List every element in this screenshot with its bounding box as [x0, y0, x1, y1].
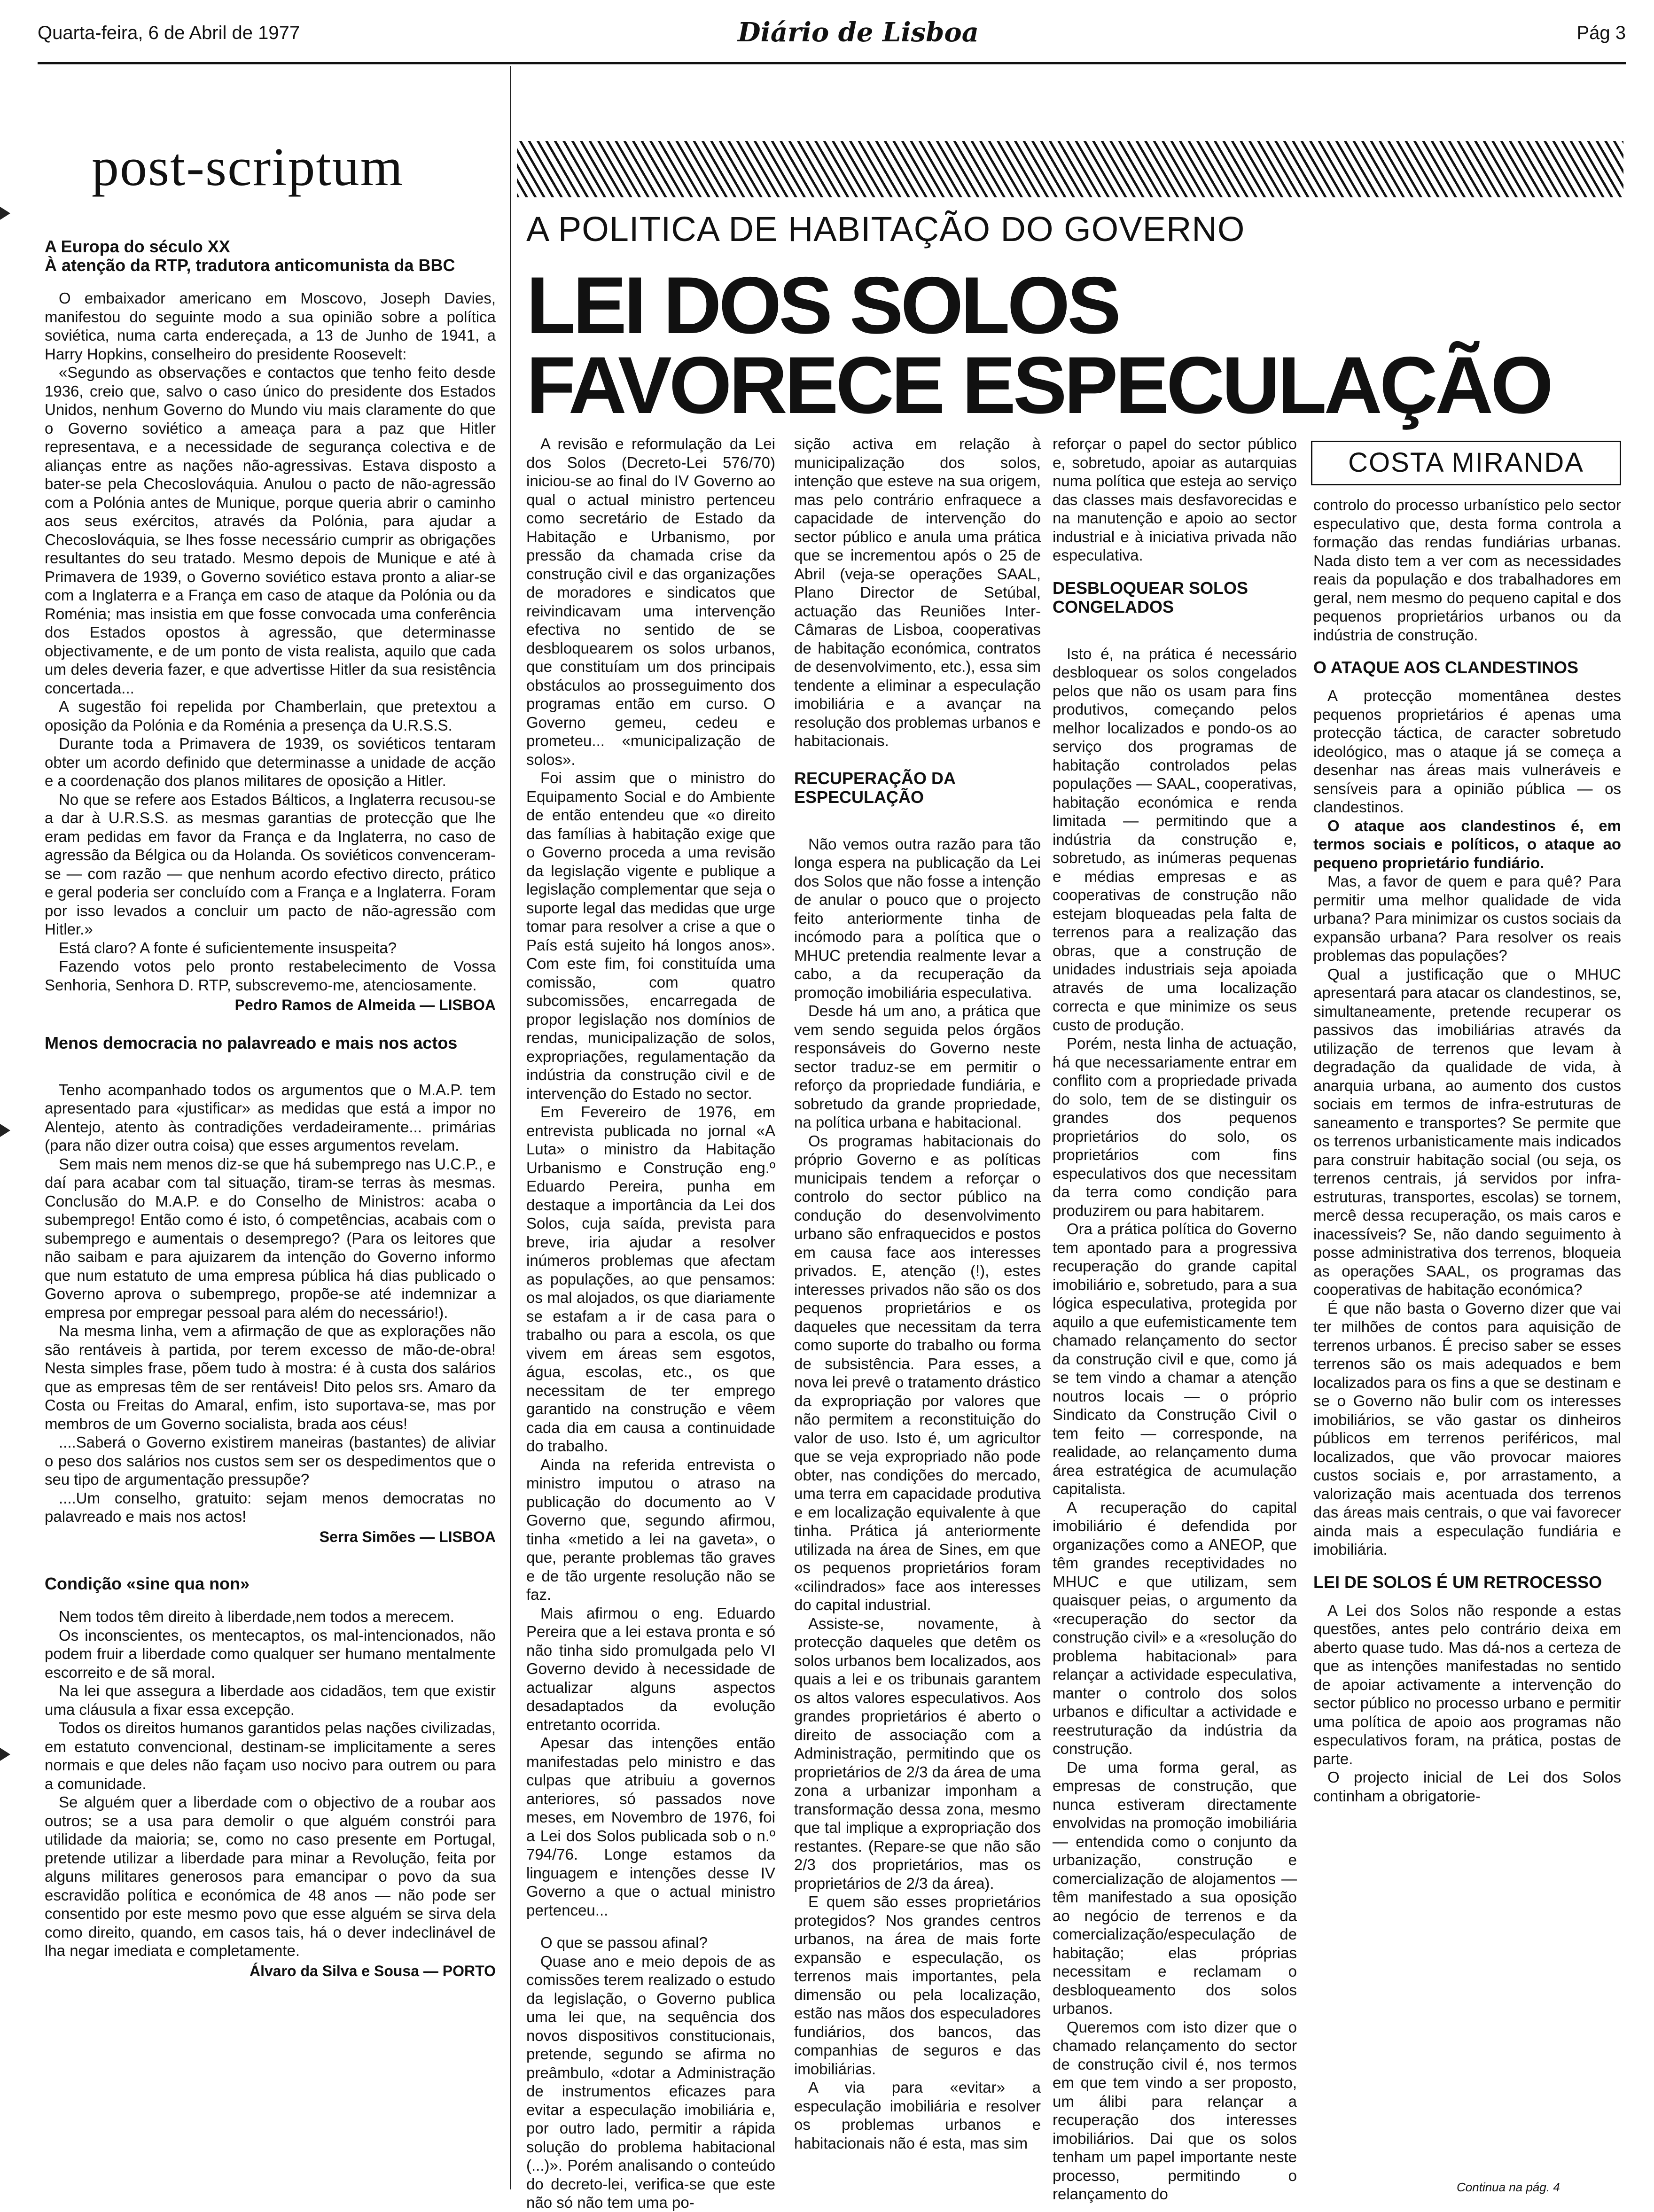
letter-paragraph: Durante toda a Primavera de 1939, os soviéticos tentaram obter um acordo definido que determinasse a unidade de acção e a coordenação dos planos militares de oposição a Hitler.	[45, 735, 496, 789]
letter-paragraph: «Segundo as observações e contactos que tenho feito desde 1936, creio que, salvo o caso único do presidente dos Estados Unidos, nenhum Governo do Mundo viu mais claramente do que o Governo soviético a ameaça para a paz que Hitler representava, e a necessidade de segurança colectiva e de alianças entre as nações não-agressivas. Estava disposto a bater-se pela Checoslováquia. Anulou o pacto de não-agressão com a Polónia antes de Munique, porque queria abrir o caminho aos seus exércitos, através da Polónia, para ajudar a Checoslováquia, se lhes fosse necessário cumprir as obrigações resultantes do seu tratado. Mesmo depois de Munique e até à Primavera de 1939, o Governo soviético estava pronto a aliar-se com a Inglaterra e a França em caso de ataque da Polónia ou da Roménia; mas insistia em que fosse convocada uma conferência dos Estados opostos à agressão, que determinasse objectivamente, e de um ponto de vista realista, aquilo que cada um deles deveria fazer, e que advertisse Hitler da sua resistência concertada...	[45, 364, 496, 697]
headline-line: FAVORECE ESPECULAÇÃO	[526, 340, 1551, 430]
letter-paragraph: Está claro? A fonte é suficientemente insuspeita?	[59, 939, 397, 957]
article-paragraph: Porém, nesta linha de actuação, há que necessariamente entrar em conflito com a propriedade privada do solo, tem de se distinguir os grandes dos pequenos proprietários do solo, os proprietários com fins especulativos dos que necessitam da terra como condição para produzirem ou para habitarem.	[1053, 1035, 1297, 1219]
margin-arrow-icon	[0, 1748, 10, 1761]
article-paragraph: Desde há um ano, a prática que vem sendo seguida pelos órgãos responsáveis do Governo neste sector traduz-se em permitir o reforço da propriedade fundiária, e sobretudo da grande propriedade, na política urbana e habitacional.	[794, 1002, 1041, 1131]
letter-paragraph: A sugestão foi repelida por Chamberlain, que pretextou a oposição da Polónia e da Roménia a presença da U.R.S.S.	[45, 698, 496, 734]
letter-signature: Álvaro da Silva e Sousa — PORTO	[249, 1962, 496, 1979]
article-kicker: A POLITICA DE HABITAÇÃO DO GOVERNO	[526, 210, 1245, 249]
article-column-3	[1053, 435, 1297, 2204]
article-paragraph: Não vemos outra razão para tão longa espera na publicação da Lei dos Solos que não fosse a intenção de anular o pouco que o projecto feito anteriormente tinha de incómodo para a política que o MHUC pretendia realmente levar a cabo, a da recuperação da promoção imobiliária especulativa.	[794, 835, 1041, 1001]
article-paragraph: O ataque aos clandestinos é, em termos sociais e políticos, o ataque ao pequeno proprietário fundiário.	[1313, 817, 1621, 872]
article-paragraph: Os programas habitacionais do próprio Governo e as políticas municipais tendem a reforçar o controlo do sector público na condução do desenvolvimento urbano são enfraquecidos e postos em causa face aos interesses privados. E, atenção (!), estes interesses privados não são os dos pequenos proprietários e os daqueles que necessitam da terra como suporte do trabalho ou forma de subsistência. Para esses, a nova lei prevê o tratamento drástico da expropriação por valores que não permitem a reconstituição do valor de uso. Isto é, um agricultor que se veja expropriado não pode obter, nas condições do mercado, uma terra em capacidade produtiva e em localização equivalente à que tinha. Prática já anteriormente utilizada na área de Sines, em que os pequenos proprietários foram «cilindrados» face aos interesses do capital industrial.	[794, 1132, 1041, 1613]
article-paragraph: E quem são esses proprietários protegidos? Nos grandes centros urbanos, na área de mais forte expansão e especulação, os terrenos mais importantes, pela dimensão ou pela localização, estão nas mãos dos especuladores fundiários, dos bancos, das companhias de seguros e das imobiliárias.	[794, 1893, 1041, 2078]
article-subheading: RECUPERAÇÃO DA ESPECULAÇÃO	[794, 768, 955, 807]
article-paragraph: reforçar o papel do sector público e, sobretudo, apoiar as autarquias numa política que esteja ao serviço das classes mais desfavorecidas e na manutenção e apoio ao sector industrial e à iniciativa privada não especulativa.	[1053, 435, 1297, 564]
letters-column	[45, 237, 496, 1987]
article-paragraph: De uma forma geral, as empresas de construção, que nunca estiveram directamente envolvidas na promoção imobiliária — entendida como o conjunto da urbanização, construção e comercialização de alojamentos — têm manifestado a sua oposição ao negócio de terrenos e da comercialização/especulação de habitação; elas próprias necessitam e reclamam o desbloqueamento dos solos urbanos.	[1053, 1758, 1297, 2017]
article-paragraph: Foi assim que o ministro do Equipamento Social e do Ambiente de então entendeu que «o direito das famílias à habitação exige que o Governo proceda a uma revisão da legislação vigente e publique a legislação complementar que seja o suporte legal das medidas que urge tomar para resolver a crise a que o País está sujeito há longos anos». Com este fim, foi constituída uma comissão, com quatro subcomissões, encarregada de propor legislação nos domínios de rendas, municipalização de solos, expropriações, regulamentação da indústria da construção civil e de intervenção do Estado no sector.	[526, 769, 775, 1102]
article-paragraph: Ora a prática política do Governo tem apontado para a progressiva recuperação do grande capital imobiliário e, sobretudo, para a sua lógica especulativa, protegida por aquilo a que eufemisticamente tem chamado relançamento do sector da construção civil e que, como já se tem vindo a chamar a atenção noutros locais — o próprio Sindicato da Construção Civil o tem feito — corresponde, na realidade, ao relançamento duma área estratégica de acumulação capitalista.	[1053, 1220, 1297, 1497]
letter-paragraph: O embaixador americano em Moscovo, Joseph Davies, manifestou do seguinte modo a sua opinião sobre a política soviética, numa carta endereçada, a 13 de Junho de 1941, a Harry Hopkins, conselheiro do presidente Roosevelt:	[45, 289, 496, 363]
article-column-1	[526, 435, 775, 2212]
letter-paragraph: Tenho acompanhado todos os argumentos que o M.A.P. tem apresentado para «justificar» as medidas que está a impor no Alentejo, atento às contradições verdadeiramente... primárias (para não dizer outra coisa) que esses argumentos revelam.	[45, 1081, 496, 1154]
header-rule	[38, 62, 1626, 64]
letter-paragraph: Na lei que assegura a liberdade aos cidadãos, tem que existir uma cláusula a fixar essa excepção.	[45, 1682, 496, 1718]
page-number: Pág 3	[1576, 23, 1626, 43]
page-header	[38, 9, 1626, 61]
column-divider	[510, 66, 511, 2189]
article-paragraph: Apesar das intenções então manifestadas pelo ministro e das culpas que atribuiu a governos anteriores, só passados nove meses, em Novembro de 1976, foi a Lei dos Solos publicada sob o n.º 794/76. Longe estamos da linguagem e intenções desse IV Governo a que o actual ministro pertenceu...	[526, 1734, 775, 1919]
article-paragraph: O que se passou afinal?	[540, 1934, 708, 1951]
letter-subheading: À atenção da RTP, tradutora anticomunista da BBC	[45, 256, 455, 275]
letter-heading: Menos democracia no palavreado e mais nos actos	[45, 1033, 458, 1052]
article-paragraph: controlo do processo urbanístico pelo sector especulativo que, desta forma controla a formação das rendas fundiárias urbanas. Nada disto tem a ver com as necessidades reais da população e dos trabalhadores em geral, nem mesmo do pequeno capital e dos pequenos proprietários urbanos ou da indústria de construção.	[1313, 496, 1621, 644]
article-paragraph: sição activa em relação à municipalização dos solos, intenção que esteve na sua origem, mas pelo contrário enfraquece a capacidade de intervenção do sector público e anula uma prática que se incrementou após o 25 de Abril (veja-se operações SAAL, Plano Director de Setúbal, actuação das Reuniões Inter-Câmaras de Lisboa, cooperativas de habitação económica, contratos de desenvolvimento, etc.), essa sim tendente a eliminar a especulação imobiliária e a avançar na resolução dos problemas urbanos e habitacionais.	[794, 435, 1041, 749]
headline-line: LEI DOS SOLOS	[526, 260, 1118, 350]
issue-date: Quarta-feira, 6 de Abril de 1977	[38, 23, 300, 43]
article-paragraph: O projecto inicial de Lei dos Solos continham a obrigatorie-	[1313, 1768, 1621, 1805]
article-paragraph: Quase ano e meio depois de as comissões terem realizado o estudo da legislação, o Governo publica uma lei que, na sequência dos novos dispositivos constitucionais, pretende, segundo se afirma no preâmbulo, «dotar a Administração de instrumentos eficazes para evitar a especulação imobiliária e, por outro lado, permitir a rápida solução do problema habitacional (...)». Porém analisando o conteúdo do decreto-lei, verifica-se que este não só não tem uma po-	[526, 1952, 775, 2211]
continuation-note: Continua na pág. 4	[1457, 2180, 1560, 2194]
article-paragraph: Ainda na referida entrevista o ministro imputou o atraso na publicação do documento ao V Governo que, segundo afirmou, tinha «metido a lei na gaveta», o que, perante problemas tão graves e de tão urgente resolução não se faz.	[526, 1456, 775, 1603]
article-paragraph: Isto é, na prática é necessário desbloquear os solos congelados pelos que não os usam para fins produtivos, começando pelos melhor localizados e pondo-os ao serviço dos programas de habitação controlados pelas populações — SAAL, cooperativas, habitação económica e renda limitada — permitindo que a indústria da construção e, sobretudo, as inúmeras pequenas e médias empresas e as cooperativas de construção não estejam bloqueadas pela falta de terrenos para a realização das obras, que a construção de unidades industriais seja apoiada através de uma localização correcta e que minimize os seus custo de produção.	[1053, 645, 1297, 1034]
letter-paragraph: ....Saberá o Governo existirem maneiras (bastantes) de aliviar o peso dos salários nos custos sem ser os despedimentos que o seu tipo de argumentação pressupõe?	[45, 1433, 496, 1488]
article-byline: COSTA MIRANDA	[1311, 441, 1621, 485]
article-subheading: DESBLOQUEAR SOLOS CONGELADOS	[1053, 578, 1248, 616]
decorative-hatch-banner	[517, 141, 1623, 197]
letter-paragraph: Os inconscientes, os mentecaptos, os mal-intencionados, não podem fruir a liberdade como qualquer ser humano mentalmente escorreito e de sã moral.	[45, 1626, 496, 1681]
article-paragraph: Assiste-se, novamente, à protecção daqueles que detêm os solos urbanos bem localizados, aos quais a lei e os tribunais garantem os altos valores especulativos. Aos grandes proprietários é aberto o direito de associação com a Administração, permitindo que os proprietários de 2/3 da área de uma zona a urbanizar imponham a transformação dessa zona, mesmo que tal implique a expropriação dos restantes. (Repare-se que não são 2/3 dos proprietários, mas os proprietários de 2/3 da área).	[794, 1614, 1041, 1892]
article-paragraph: A protecção momentânea destes pequenos proprietários é apenas uma protecção táctica, de caracter sobretudo ideológico, mas o ataque já se começa a desenhar nas áreas mais vulneráveis e sensíveis para a opinião pública — os clandestinos.	[1313, 687, 1621, 816]
article-paragraph: Em Fevereiro de 1976, em entrevista publicada no jornal «A Luta» o ministro da Habitação Urbanismo e Construção eng.º Eduardo Pereira, punha em destaque a importância da Lei dos Solos, cuja saída, prevista para breve, iria ajudar a resolver inúmeros problemas que afectam as populações, ao que pensamos: os mal alojados, os que diariamente se estafam a ir de casa para o trabalho ou para a escola, os que vivem em áreas sem esgotos, água, escolas, etc., os que necessitam de ter emprego garantido na construção e vêem cada dia em causa a continuidade do trabalho.	[526, 1103, 775, 1455]
section-title: post-scriptum	[92, 137, 404, 197]
article-paragraph: A Lei dos Solos não responde a estas questões, antes pelo contrário deixa em aberto quase tudo. Mas dá-nos a certeza de que as intenções manifestadas no sentido de apoiar activamente a intervenção do sector público no processo urbano e permitir uma política de apoio aos programas não especulativos foram, na prática, postas de parte.	[1313, 1601, 1621, 1768]
article-paragraph: Mais afirmou o eng. Eduardo Pereira que a lei estava pronta e só não tinha sido promulgada pelo VI Governo devido à necessidade de actualizar alguns aspectos desadaptados da evolução entretanto ocorrida.	[526, 1604, 775, 1733]
margin-arrow-icon	[0, 207, 10, 220]
letter-signature: Serra Simões — LISBOA	[319, 1528, 496, 1545]
letter-paragraph: Na mesma linha, vem a afirmação de que as explorações não são rentáveis à partida, por terem excesso de mão-de-obra! Nesta simples frase, põem tudo à mostra: é à custa dos salários que as empresas têm de ser rentáveis! Dito pelos srs. Amaro da Costa ou Freitas do Amaral, enfim, isto suportava-se, mas por membros de um Governo socialista, brada aos céus!	[45, 1322, 496, 1433]
letter-paragraph: No que se refere aos Estados Bálticos, a Inglaterra recusou-se a dar à U.R.S.S. as mesmas garantias de protecção que lhe eram pedidas em favor da França e da Inglaterra, no caso de agressão da Bélgica ou da Holanda. Os soviéticos convenceram-se — com razão — que nenhum acordo efectivo directo, prático e geral poderia ser concluído com a França e a Inglaterra. Foram por isso levados a concluir um pacto de não-agressão com Hitler.»	[45, 790, 496, 938]
newspaper-masthead: Diário de Lisboa	[738, 17, 979, 48]
article-paragraph: Qual a justificação que o MHUC apresentará para atacar os clandestinos, se, simultaneamente, pretende recuperar os passivos das imobiliárias através da utilização de terrenos que levam à degradação da qualidade de vida, à anarquia urbana, ao aumento dos custos sociais em termos de infra-estruturas de saneamento e transportes? Se permite que os terrenos urbanisticamente mais indicados para construir habitação social (ou seja, os terrenos centrais, já servidos por infra-estruturas, transportes, escolas) se tornem, mercê dessa recuperação, os mais caros e inacessíveis? Se, não dando seguimento à posse administrativa dos terrenos, bloqueia as operações SAAL, os programas das cooperativas de habitação económica?	[1313, 965, 1621, 1298]
article-paragraph: A revisão e reformulação da Lei dos Solos (Decreto-Lei 576/70) iniciou-se ao final do IV Governo ao qual o actual ministro pertenceu como secretário de Estado da Habitação e Urbanismo, por pressão da chamada crise da construção civil e das organizações de moradores e sindicatos que reivindicavam uma intervenção efectiva no sentido de se desbloquearem os solos urbanos, que constituíam um dos principais obstáculos ao prosseguimento dos programas então em curso. O Governo gemeu, cedeu e prometeu... «municipalização de solos».	[526, 435, 775, 768]
article-headline	[526, 260, 1551, 430]
article-paragraph: É que não basta o Governo dizer que vai ter milhões de contos para aquisição de terrenos urbanos. É preciso saber se esses terrenos são os mais adequados e bem localizados para os fins a que se destinam e se o Governo não bulir com os interesses imobiliários, se vão gastar os dinheiros públicos em terrenos periféricos, mal localizados, que vão provocar maiores custos sociais e, por arrastamento, a valorização mais acentuada dos terrenos das áreas mais centrais, o que vai favorecer ainda mais a especulação fundiária e imobiliária.	[1313, 1299, 1621, 1558]
letter-paragraph: Fazendo votos pelo pronto restabelecimento de Vossa Senhoria, Senhora D. RTP, subscrevemo-me, atenciosamente.	[45, 958, 496, 994]
margin-arrow-icon	[0, 1124, 10, 1137]
article-paragraph: Queremos com isto dizer que o chamado relançamento do sector de construção civil é, nos termos em que tem vindo a ser proposto, um álibi para relançar a recuperação dos interesses imobiliários. Dai que os solos tenham um papel importante neste processo, permitindo o relançamento do	[1053, 2018, 1297, 2203]
letter-paragraph: ....Um conselho, gratuito: sejam menos democratas no palavreado e mais nos actos!	[45, 1489, 496, 1525]
article-column-4	[1313, 496, 1621, 1805]
letter-heading: Condição «sine qua non»	[45, 1574, 250, 1593]
article-column-2	[794, 435, 1041, 2152]
letter-paragraph: Se alguém quer a liberdade com o objectivo de a roubar aos outros; se a usa para demolir o que alguém constrói para utilidade da maioria; se, como no caso presente em Portugal, pretende utilizar a liberdade para minar a Revolução, feita por alguns militares generosos para emancipar o povo da sua escravidão política e económica de 48 anos — não pode ser consentido por este mesmo povo que esse alguém se sirva dela como direito, quando, em casos tais, há o dever indeclinável de lha negar imediata e completamente.	[45, 1793, 496, 1959]
article-paragraph: A via para «evitar» a especulação imobiliária e resolver os problemas urbanos e habitacionais não é esta, mas sim	[794, 2079, 1041, 2152]
article-paragraph: Mas, a favor de quem e para quê? Para permitir uma melhor qualidade de vida urbana? Para minimizar os custos sociais da expansão urbana? Para resolver os reais problemas das populações?	[1313, 872, 1621, 964]
letter-paragraph: Sem mais nem menos diz-se que há subemprego nas U.C.P., e daí para acabar com tal situação, tiram-se terras às mesmas. Conclusão do M.A.P. e do Conselho de Ministros: acaba o subemprego! Então como é isto, ó competências, acabais com o subemprego e aumentais o desemprego? (Para os leitores que não saibam e para ajuizarem da intenção do Governo informo que num estatuto de uma empresa pública há dias publicado o Governo aprova o subemprego, propõe-se até indemnizar a empresa por empregar pessoal para além do necessário!).	[45, 1155, 496, 1321]
article-subheading: LEI DE SOLOS É UM RETROCESSO	[1313, 1572, 1602, 1592]
letter-signature: Pedro Ramos de Almeida — LISBOA	[234, 997, 496, 1013]
letter-paragraph: Nem todos têm direito à liberdade,nem todos a merecem.	[59, 1608, 454, 1625]
article-paragraph: A recuperação do capital imobiliário é defendida por organizações como a ANEOP, que têm grandes receptividades no MHUC e que utilizam, sem quaisquer peias, o argumento da «recuperação do sector da construção civil» e a «resolução do problema habitacional» para relançar a actividade especulativa, manter o controlo dos solos urbanos e dificultar a actividade e reestruturação da indústria da construção.	[1053, 1498, 1297, 1757]
letter-paragraph: Todos os direitos humanos garantidos pelas nações civilizadas, em estatuto convencional, destinam-se implicitamente a seres normais e que deles não façam uso nocivo para outrem ou para a comunidade.	[45, 1719, 496, 1792]
article-subheading: O ATAQUE AOS CLANDESTINOS	[1313, 658, 1579, 677]
letter-heading: A Europa do século XX	[45, 237, 230, 256]
